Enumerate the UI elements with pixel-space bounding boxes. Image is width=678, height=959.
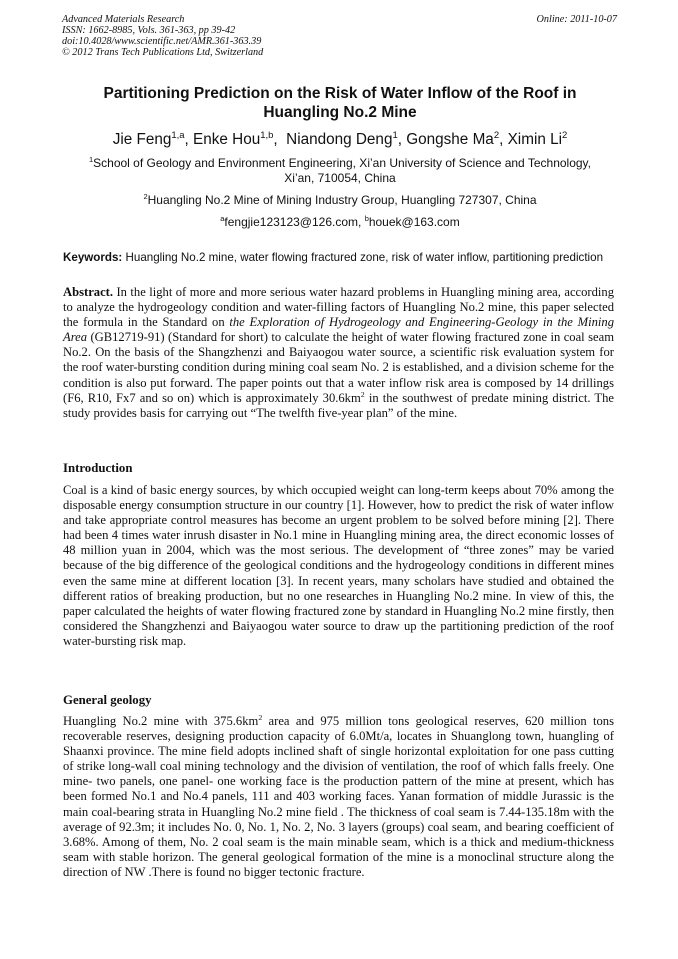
abstract: Abstract. In the light of more and more serious water hazard problems in Huangling mining area, according to analyze the hydrogeology condition and water-filling factors of Huangling No.2 mine, this paper selected the formula in the Standard on the Exploration of Hydrogeology and Engineering-Geology in the Mining Area (GB12719-91) (Standard for short) to calculate the height of water flowing fractured zone in coal seam No.2. On the basis of the Shangzhenzi and Baiyaogou water source, a scientific risk evaluation system for the roof water-bursting condition during mining coal seam No. 2 is established, and a division scheme for the condition is also put forward. The paper points out that a water inflow risk area is composed by 14 drillings (F6, R10, Fx7 and so on) which is approximately $30.6km^2$ in the southwest of predate mining district. The study provides basis for carrying out “The twelfth five-year plan” of the mine. [63, 285, 614, 420]
copyright-line: © 2012 Trans Tech Publications Ltd, Switzerland [62, 47, 264, 58]
section-heading-introduction: Introduction [63, 461, 133, 475]
paper-title: Partitioning Prediction on the Risk of Water Inflow of the Roof in Huangling No.2 Mine [103, 85, 577, 121]
author-2: Enke Hou$^{1,b}$, [193, 129, 287, 148]
keywords-label: Keywords: [63, 251, 123, 264]
keywords [63, 251, 614, 265]
author-4: Gongshe Ma$^2$, [406, 129, 508, 148]
issn-line: ISSN: 1662-8985, Vols. 361-363, pp 39-42 [62, 25, 236, 36]
affiliation-2: $^2$Huangling No.2 Mine of Mining Industry Group, Huangling 727307, China [143, 192, 537, 207]
online-date: Online: 2011-10-07 [536, 14, 617, 25]
author-3: Niandong Deng$^1$, [286, 129, 407, 148]
author-5: Ximin Li$^2$ [507, 129, 568, 148]
keywords-text: Huangling No.2 mine, water flowing fractured zone, risk of water inflow, partitioning prediction [122, 251, 604, 264]
author-list [40, 131, 640, 149]
author-emails: $^a$fengjie123123@126.com, $^b$houek@163.com [220, 214, 460, 229]
page-header [62, 14, 617, 58]
geology-paragraph: Huangling No.2 mine with $375.6km^2$ area and 975 million tons geological reserves, 620 million tons recoverable reserves, designing production capacity of 6.0Mt/a, locates in Shuanglong town, huangling of Shaanxi province. The mine field adopts inclined shaft of single horizontal exploitation for one pass cutting of strike long-wall coal mining technology and the division of ventilation, the roof of which falls freely. One mine- two panels, one panel- one working face is the production pattern of the mine at present, which has been formed No.1 and No.4 panels, 111 and 403 working faces. Yanan formation of middle Jurassic is the main coal-bearing strata in Huangling No.2 mine field . The thickness of coal seam is 7.44-135.18m with the average of 92.3m; it includes No. 0, No. 1, No. 2, No. 3 layers (groups) coal seam, and bearing coefficient of 3.68%. Among of them, No. 2 coal seam is the main minable seam, which is a thick and medium-thickness seam with stable horizon. The general geological formation of the mine is a monoclinal structure along the direction of NW .There is found no bigger tectonic fracture. [63, 712, 614, 879]
affiliation-1: $^1$School of Geology and Environment Engineering, Xi’an University of Science and Technology, Xi’an, 710054, China [89, 155, 591, 185]
abstract-label: Abstract. [63, 285, 114, 299]
introduction-paragraph: Coal is a kind of basic energy sources, by which occupied weight can long-term keeps about 70% among the disposable energy consumption structure in our country [1]. However, how to predict the risk of water inflow and take appropriate control measures has become an urgent problem to be solved before mining [2]. There had been 4 times water inrush disaster in No.1 mine in Huangling mining area, the direct economic losses of 48 million yuan in 2004, which was the most serious. The development of “three zones” may be varied because of the big difference of the geological conditions and the hydrogeology conditions in different mines even the same mine at different location [3]. In recent years, many scholars have studied and obtained the different ratios of breaking production, but no one researches in Huangling No.2 mine. In view of this, the paper calculated the heights of water flowing fractured zone by standard in Huangling No.2 mine firstly, then considered the Shangzhenzi and Baiyaogou water source to draw up the partitioning prediction of the roof water-bursting risk map. [63, 483, 614, 648]
doi-line: doi:10.4028/www.scientific.net/AMR.361-363.39 [62, 36, 262, 47]
author-1: Jie Feng$^{1,a}$, [112, 129, 194, 148]
journal-name: Advanced Materials Research [62, 14, 185, 25]
section-heading-general-geology: General geology [63, 693, 152, 707]
